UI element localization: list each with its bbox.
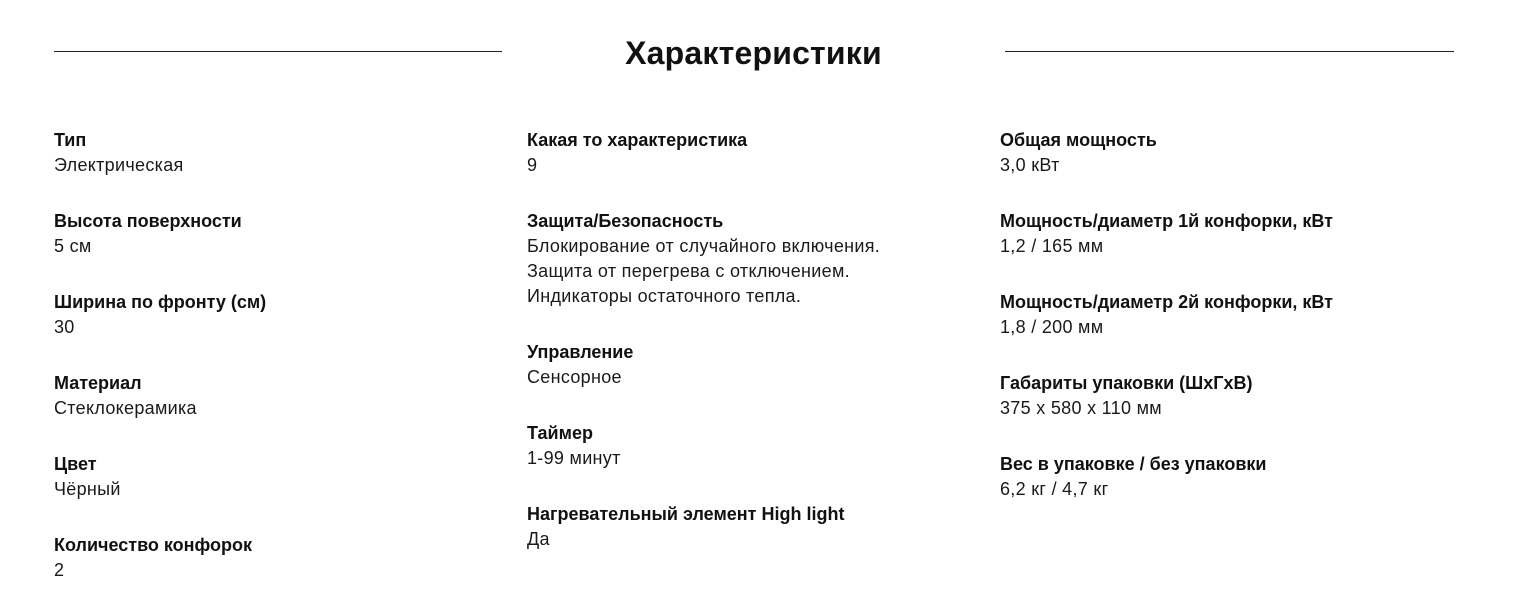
spec-label: Какая то характеристика — [527, 130, 748, 150]
spec-value: 1,2 / 165 мм — [1000, 236, 1104, 256]
spec-value: 1,8 / 200 мм — [1000, 317, 1104, 337]
spec-label: Вес в упаковке / без упаковки — [1000, 454, 1267, 474]
spec-value: Электрическая — [54, 155, 184, 175]
spec-value: 1-99 минут — [527, 448, 621, 468]
spec-item-type — [54, 128, 494, 178]
spec-item-burner-count — [54, 533, 494, 583]
spec-item-safety — [527, 209, 967, 309]
spec-label: Ширина по фронту (см) — [54, 292, 267, 312]
spec-value: 2 — [54, 560, 65, 580]
specs-column-1 — [54, 128, 494, 614]
spec-value: Стеклокерамика — [54, 398, 197, 418]
spec-label: Высота поверхности — [54, 211, 242, 231]
spec-item-some-characteristic — [527, 128, 967, 178]
spec-value: 9 — [527, 155, 538, 175]
spec-item-color — [54, 452, 494, 502]
header-divider-right — [1005, 51, 1454, 52]
spec-item-weight — [1000, 452, 1440, 502]
spec-value: Блокирование от случайного включения. — [527, 236, 881, 256]
spec-label: Мощность/диаметр 1й конфорки, кВт — [1000, 211, 1333, 231]
spec-label: Нагревательный элемент High light — [527, 504, 845, 524]
spec-label: Защита/Безопасность — [527, 211, 724, 231]
spec-item-burner-2 — [1000, 290, 1440, 340]
spec-label: Таймер — [527, 423, 593, 443]
section-header — [0, 0, 1521, 100]
spec-value: 5 см — [54, 236, 92, 256]
spec-label: Общая мощность — [1000, 130, 1157, 150]
specs-column-2 — [527, 128, 967, 583]
specs-column-3 — [1000, 128, 1440, 533]
spec-value: 6,2 кг / 4,7 кг — [1000, 479, 1109, 499]
spec-label: Тип — [54, 130, 87, 150]
spec-item-package-dimensions — [1000, 371, 1440, 421]
spec-label: Цвет — [54, 454, 97, 474]
spec-value: 3,0 кВт — [1000, 155, 1060, 175]
spec-item-burner-1 — [1000, 209, 1440, 259]
spec-label: Количество конфорок — [54, 535, 253, 555]
spec-value: 30 — [54, 317, 75, 337]
spec-item-total-power — [1000, 128, 1440, 178]
spec-label: Габариты упаковки (ШхГхВ) — [1000, 373, 1253, 393]
spec-value: 375 х 580 х 110 мм — [1000, 398, 1162, 418]
spec-item-front-width — [54, 290, 494, 340]
spec-label: Управление — [527, 342, 634, 362]
spec-value: Сенсорное — [527, 367, 622, 387]
spec-value: Да — [527, 529, 550, 549]
spec-item-control — [527, 340, 967, 390]
spec-item-heating-element — [527, 502, 967, 552]
header-divider-left — [54, 51, 502, 52]
page-title: Характеристики — [625, 35, 882, 71]
spec-value: Индикаторы остаточного тепла. — [527, 286, 802, 306]
spec-item-surface-height — [54, 209, 494, 259]
spec-label: Мощность/диаметр 2й конфорки, кВт — [1000, 292, 1333, 312]
spec-value: Защита от перегрева с отключением. — [527, 261, 850, 281]
spec-value: Чёрный — [54, 479, 121, 499]
spec-item-material — [54, 371, 494, 421]
spec-item-timer — [527, 421, 967, 471]
spec-label: Материал — [54, 373, 142, 393]
